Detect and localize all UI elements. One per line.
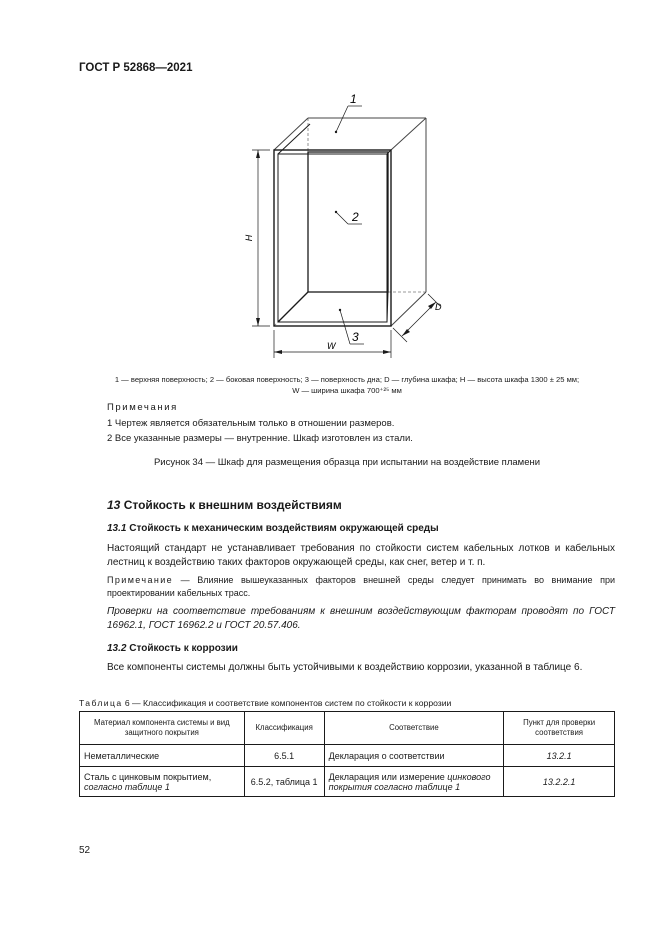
table-caption-text: 6 — Классификация и соответствие компонентов систем по стойкости к коррозии bbox=[122, 698, 452, 708]
note-text: — Влияние вышеуказанных факторов внешней среды следует принимать во внимание при проектировании кабельных трасс. bbox=[107, 575, 615, 598]
figure-caption: Рисунок 34 — Шкаф для размещения образца при испытании на воздействие пламени bbox=[153, 457, 541, 468]
header-conformity: Соответствие bbox=[324, 712, 504, 745]
table-row bbox=[80, 745, 615, 767]
table-row bbox=[80, 767, 615, 797]
cell-clause: 13.2.2.1 bbox=[504, 767, 615, 797]
legend-line-1: 1 — верхняя поверхность; 2 — боковая поверхность; 3 — поверхность дна; D — глубина шкафа; H — высота шкафа 1300 ± 25 мм; bbox=[114, 375, 580, 384]
cell-conformity: Декларация или измерение цинкового покрытия согласно таблице 1 bbox=[324, 767, 504, 797]
cell-classification: 6.5.1 bbox=[244, 745, 324, 767]
note-1: 1 Чертеж является обязательным только в отношении размеров. bbox=[107, 418, 395, 429]
paragraph-2: Проверки на соответствие требованиям к внешним воздействующим факторам проводят по ГОСТ 16962.1, ГОСТ 16962.2 и ГОСТ 20.57.406. bbox=[107, 606, 615, 631]
legend-line-2: W — ширина шкафа 700⁺²⁵ мм bbox=[292, 386, 402, 395]
table-header-row bbox=[80, 712, 615, 745]
section-13-2-title: Стойкость к коррозии bbox=[126, 643, 238, 654]
section-13-1-title: Стойкость к механическим воздействиям окружающей среды bbox=[126, 523, 439, 534]
width-label: W bbox=[327, 341, 336, 351]
section-13-heading bbox=[107, 498, 342, 512]
callout-2: 2 bbox=[352, 210, 359, 224]
corrosion-table bbox=[79, 711, 615, 797]
notes-title: Примечания bbox=[107, 402, 178, 413]
page-number: 52 bbox=[79, 845, 91, 856]
table-caption-label: Таблица bbox=[79, 698, 123, 708]
cell-conformity: Декларация о соответствии bbox=[324, 745, 504, 767]
depth-label: D bbox=[435, 302, 442, 312]
height-label: H bbox=[244, 234, 254, 242]
callout-3: 3 bbox=[352, 330, 359, 344]
cell-classification: 6.5.2, таблица 1 bbox=[244, 767, 324, 797]
section-13-number: 13 bbox=[107, 498, 121, 512]
section-13-1-number: 13.1 bbox=[107, 523, 127, 534]
header-classification: Классификация bbox=[244, 712, 324, 745]
cell-clause: 13.2.1 bbox=[504, 745, 615, 767]
note-13-1 bbox=[79, 574, 615, 600]
cell-material: Неметаллические bbox=[80, 745, 245, 767]
section-13-2-number: 13.2 bbox=[107, 643, 127, 654]
section-13-1-heading bbox=[107, 523, 439, 534]
cabinet-drawing bbox=[230, 88, 470, 363]
header-material: Материал компонента системы и вид защитного покрытия bbox=[80, 712, 245, 745]
header-clause: Пункт для проверки соответствия bbox=[504, 712, 615, 745]
document-header: ГОСТ Р 52868—2021 bbox=[79, 62, 193, 74]
note-label: Примечание bbox=[107, 575, 174, 585]
section-13-2-heading bbox=[107, 643, 238, 654]
section-13-title: Стойкость к внешним воздействиям bbox=[120, 498, 342, 512]
cell-material: Сталь с цинковым покрытием, согласно таблице 1 bbox=[80, 767, 245, 797]
paragraph-3: Все компоненты системы должны быть устойчивыми к воздействию коррозии, указанной в таблице 6. bbox=[107, 662, 583, 673]
figure-legend bbox=[79, 374, 615, 396]
callout-1: 1 bbox=[350, 92, 357, 106]
table-caption bbox=[79, 698, 451, 708]
note-2: 2 Все указанные размеры — внутренние. Шкаф изготовлен из стали. bbox=[107, 433, 413, 444]
paragraph-1: Настоящий стандарт не устанавливает требования по стойкости систем кабельных лотков и кабельных лестниц к воздействию таких факторов окружающей среды, как снег, ветер и т. п. bbox=[107, 543, 615, 568]
